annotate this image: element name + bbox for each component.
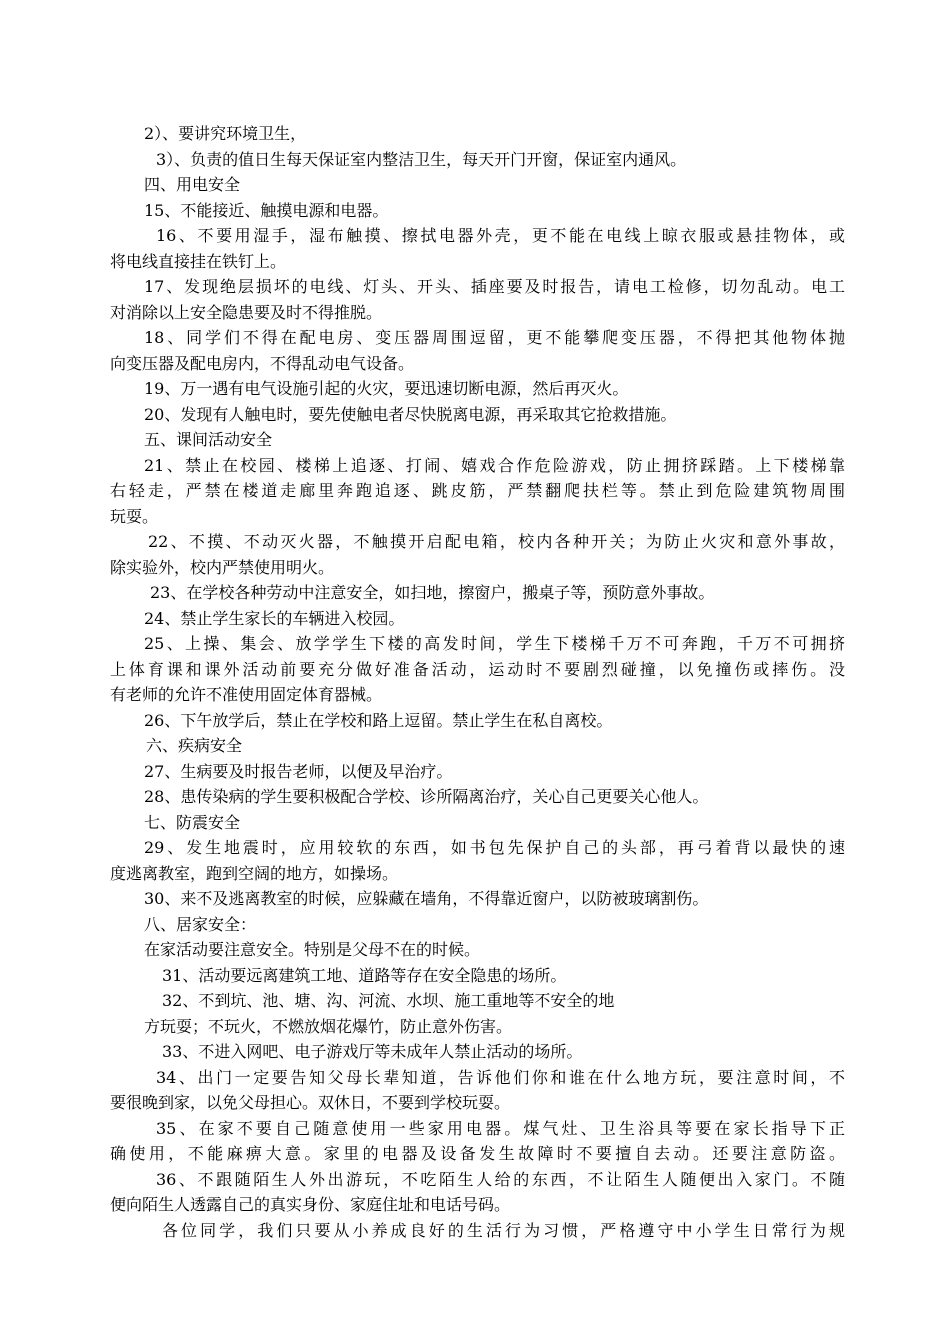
text-line: 36、不跟随陌生人外出游玩，不吃陌生人给的东西，不让陌生人随便出入家门。不随 [156,1169,845,1189]
section-heading: 四、用电安全 [144,175,241,194]
section-heading: 五、课间活动安全 [144,430,273,449]
text-line: 右轻走，严禁在楼道走廊里奔跑追逐、跳皮筋，严禁翻爬扶栏等。禁止到危险建筑物周围 [110,481,845,500]
text-line: 要很晚到家，以免父母担心。双休日，不要到学校玩耍。 [110,1093,511,1112]
text-line: 26、下午放学后，禁止在学校和路上逗留。禁止学生在私自离校。 [144,710,613,730]
text-line: 24、禁止学生家长的车辆进入校园。 [144,608,405,628]
text-line: 将电线直接挂在铁钉上。 [110,251,287,271]
text-line: 上体育课和课外活动前要充分做好准备活动，运动时不要剧烈碰撞，以免撞伤或摔伤。没 [110,659,845,679]
text-line: 32、不到坑、池、塘、沟、河流、水坝、施工重地等不安全的地 [162,991,615,1010]
text-line: 28、患传染病的学生要积极配合学校、诊所隔离治疗，关心自己更要关心他人。 [144,787,709,806]
text-line: 19、万一遇有电气设施引起的火灾，要迅速切断电源，然后再灭火。 [144,379,629,398]
section-heading: 七、防震安全 [144,812,241,832]
text-line: 31、活动要远离建筑工地、道路等存在安全隐患的场所。 [162,965,567,985]
text-line: 方玩耍；不玩火，不燃放烟花爆竹，防止意外伤害。 [144,1016,513,1036]
text-line: 33、不进入网吧、电子游戏厅等未成年人禁止活动的场所。 [162,1042,583,1061]
text-line: 除实验外，校内严禁使用明火。 [110,557,335,577]
text-line: 29、发生地震时，应用较软的东西，如书包先保护自己的头部，再弓着背以最快的速 [144,838,845,857]
text-line: 34、出门一定要告知父母长辈知道，告诉他们你和谁在什么地方玩，要注意时间，不 [156,1067,845,1087]
text-line: 15、不能接近、触摸电源和电器。 [144,200,389,220]
text-line: 23、在学校各种劳动中注意安全，如扫地，擦窗户，搬桌子等，预防意外事故。 [150,583,715,602]
text-line: 20、发现有人触电时，要先使触电者尽快脱离电源，再采取其它抢救措施。 [144,404,677,424]
document-body [110,121,845,1243]
text-line: 玩耍。 [110,506,159,526]
section-heading: 六、疾病安全 [146,736,243,755]
text-line: 便向陌生人透露自己的真实身份、家庭住址和电话号码。 [110,1195,511,1214]
text-line: 17、发现绝层损坏的电线、灯头、开头、插座要及时报告，请电工检修，切勿乱动。电工 [144,277,845,296]
text-line: 35、在家不要自己随意使用一些家用电器。煤气灶、卫生浴具等要在家长指导下正 [156,1118,845,1138]
text-line: 3）、负责的值日生每天保证室内整洁卫生，每天开门开窗，保证室内通风。 [156,149,687,169]
text-line: 21、禁止在校园、楼梯上追逐、打闹、嬉戏合作危险游戏，防止拥挤踩踏。上下楼梯靠 [144,455,845,475]
text-line: 度逃离教室，跑到空阔的地方，如操场。 [110,863,399,883]
section-heading: 八、居家安全： [144,914,257,934]
text-line: 在家活动要注意安全。特别是父母不在的时候。 [144,940,481,959]
text-line: 2）、要讲究环境卫生， [144,124,307,143]
text-line: 18、同学们不得在配电房、变压器周围逗留，更不能攀爬变压器，不得把其他物体抛 [144,328,845,347]
text-line: 向变压器及配电房内，不得乱动电气设备。 [110,353,415,373]
text-line: 有老师的允许不准使用固定体育器械。 [110,685,383,704]
text-line: 对消除以上安全隐患要及时不得推脱。 [110,302,383,322]
text-line: 25、上操、集会、放学学生下楼的高发时间，学生下楼梯千万不可奔跑，千万不可拥挤 [144,634,845,653]
text-line: 确使用，不能麻痹大意。家里的电器及设备发生故障时不要擅自去动。还要注意防盗。 [110,1144,845,1163]
text-line: 16、不要用湿手，湿布触摸、擦拭电器外壳，更不能在电线上晾衣服或悬挂物体，或 [156,226,845,245]
text-line: 30、来不及逃离教室的时候，应躲藏在墙角，不得靠近窗户，以防被玻璃割伤。 [144,889,709,908]
text-line: 22、不摸、不动灭火器，不触摸开启配电箱，校内各种开关；为防止火灾和意外事故， [148,532,845,551]
text-line: 各位同学，我们只要从小养成良好的生活行为习惯，严格遵守中小学生日常行为规 [162,1220,845,1240]
text-line: 27、生病要及时报告老师，以便及早治疗。 [144,761,453,781]
